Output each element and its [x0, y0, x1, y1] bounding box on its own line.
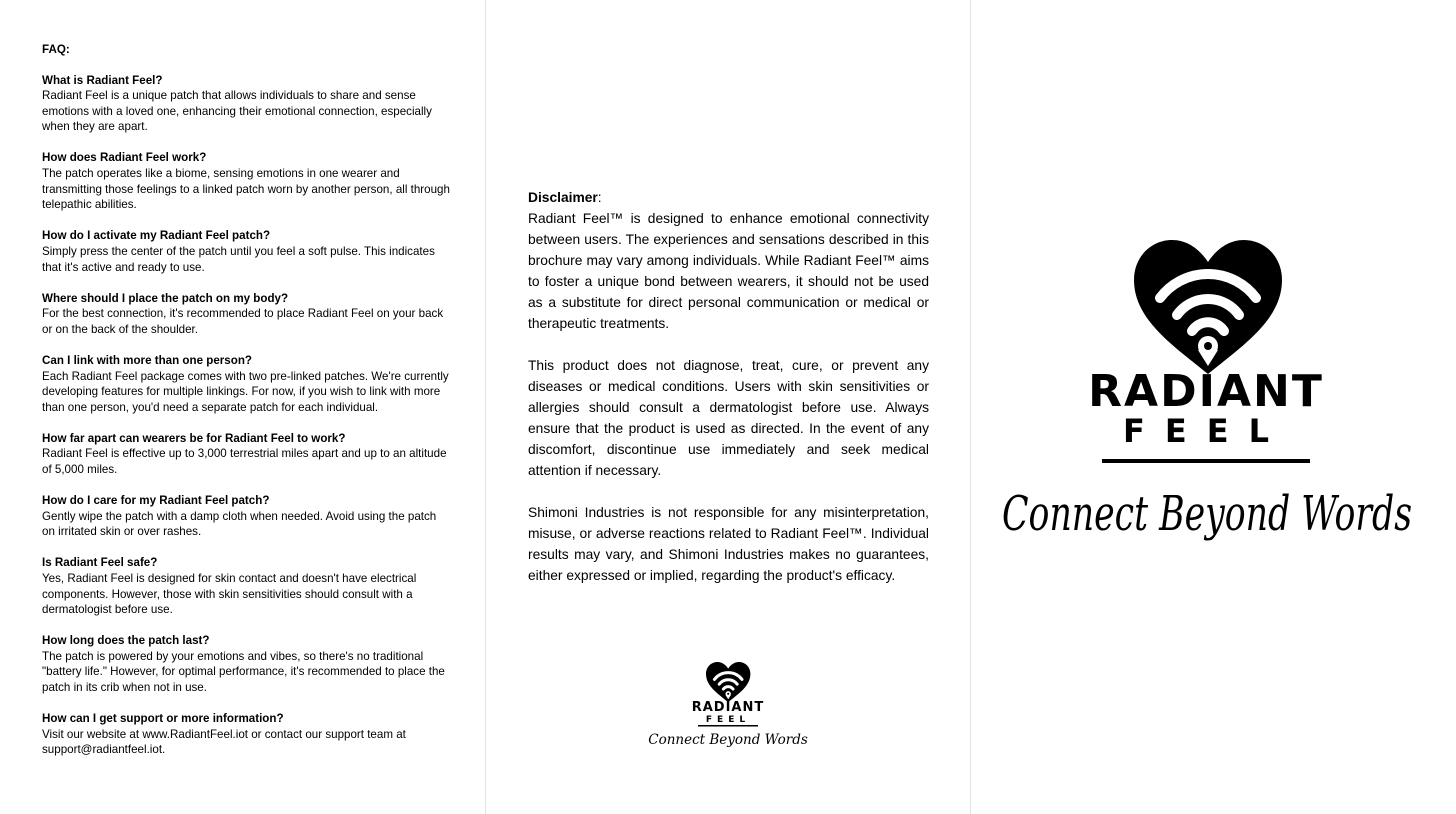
faq-question: How does Radiant Feel work? [42, 151, 207, 165]
disclaimer-paragraph: Radiant Feel™ is designed to enhance emotional connectivity between users. The experiences and sensations described in this brochure may vary among individuals. While Radiant Feel™ aims to foster a unique bond between wearers, it should not be used as a substitute for direct personal communication or medical or therapeutic treatments. [528, 211, 929, 331]
faq-item [42, 228, 452, 275]
heart-wifi-pin-icon [706, 662, 750, 702]
faq-item [42, 150, 452, 212]
faq-question: How do I care for my Radiant Feel patch? [42, 494, 270, 508]
faq-answer: Gently wipe the patch with a damp cloth when needed. Avoid using the patch on irritated skin or over rashes. [42, 509, 437, 539]
faq-item [42, 73, 452, 135]
faq-question: How long does the patch last? [42, 634, 210, 648]
brand-divider [698, 725, 758, 727]
brand-name-line1: RADIANT [1088, 366, 1324, 417]
faq-answer: For the best connection, it's recommended to place Radiant Feel on your back or on the back of the shoulder. [42, 307, 444, 336]
brand-logo-small [648, 660, 808, 755]
disclaimer-paragraph: This product does not diagnose, treat, cure, or prevent any diseases or medical conditions. Users with skin sensitivities or allergies should consult a dermatologist before use. Always ensure that the product is used as directed. In the event of any discomfort, discontinue use immediately and seek medical attention if necessary. [528, 358, 929, 478]
brand-divider [1102, 459, 1310, 463]
faq-question: How do I activate my Radiant Feel patch? [42, 229, 271, 243]
faq-answer: The patch is powered by your emotions and vibes, so there's no traditional "battery life." However, for optimal performance, it's recommended to place the patch in its crib when not in use. [42, 649, 445, 694]
brand-tagline: Connect Beyond Words [1002, 486, 1412, 542]
faq-item [42, 555, 452, 617]
brand-logo-large-graphic [1000, 238, 1420, 558]
faq-question: Can I link with more than one person? [42, 353, 252, 367]
faq-question: How far apart can wearers be for Radiant Feel to work? [42, 431, 346, 445]
faq-section [42, 42, 452, 773]
faq-answer: Yes, Radiant Feel is designed for skin contact and doesn't have electrical components. However, those with skin sensitivities should consult with a dermatologist before use. [42, 571, 417, 617]
faq-answer: The patch operates like a biome, sensing emotions in one wearer and transmitting those feelings to a linked patch worn by another person, all through telepathic abilities. [42, 167, 450, 212]
faq-item [42, 493, 452, 540]
faq-question: How can I get support or more information? [42, 712, 284, 726]
faq-answer: Each Radiant Feel package comes with two pre-linked patches. We're currently developing features for multiple linkings. For now, if you wish to link with more than one person, you'd need a separate patch for each individual. [42, 369, 449, 414]
disclaimer-colon: : [597, 190, 602, 205]
faq-answer: Simply press the center of the patch until you feel a soft pulse. This indicates that it's active and ready to use. [42, 244, 435, 274]
disclaimer-section [528, 187, 929, 607]
disclaimer-heading [528, 187, 929, 208]
faq-item [42, 431, 452, 478]
brand-logo-small-graphic [648, 660, 808, 755]
faq-item [42, 291, 452, 338]
brand-tagline: Connect Beyond Words [648, 732, 808, 748]
brand-name-line1: RADIANT [691, 700, 765, 715]
faq-item [42, 711, 452, 758]
faq-answer: Radiant Feel is effective up to 3,000 terrestrial miles apart and up to an altitude of 5,000 miles. [42, 447, 447, 476]
brand-name-line2: FEEL [1123, 412, 1289, 450]
disclaimer-paragraph: Shimoni Industries is not responsible for any misinterpretation, misuse, or adverse reactions related to Radiant Feel™. Individual results may vary, and Shimoni Industries makes no guarantees, either expressed or implied, regarding the product's efficacy. [528, 505, 929, 583]
faq-question: What is Radiant Feel? [42, 73, 163, 87]
faq-heading: FAQ: [42, 43, 70, 56]
faq-answer: Visit our website at www.RadiantFeel.iot or contact our support team at support@radiantfeel.iot. [42, 727, 406, 757]
faq-question: Is Radiant Feel safe? [42, 556, 158, 570]
disclaimer-title: Disclaimer [528, 190, 598, 205]
brand-logo-large [1000, 238, 1420, 558]
faq-answer: Radiant Feel is a unique patch that allows individuals to share and sense emotions with a loved one, enhancing their emotional connection, especially when they are apart. [42, 89, 432, 134]
faq-item [42, 353, 452, 415]
faq-item [42, 633, 452, 695]
faq-panel [0, 0, 486, 814]
faq-question: Where should I place the patch on my body? [42, 291, 289, 305]
brand-name-line2: FEEL [705, 715, 751, 725]
heart-wifi-pin-icon [1134, 240, 1282, 374]
